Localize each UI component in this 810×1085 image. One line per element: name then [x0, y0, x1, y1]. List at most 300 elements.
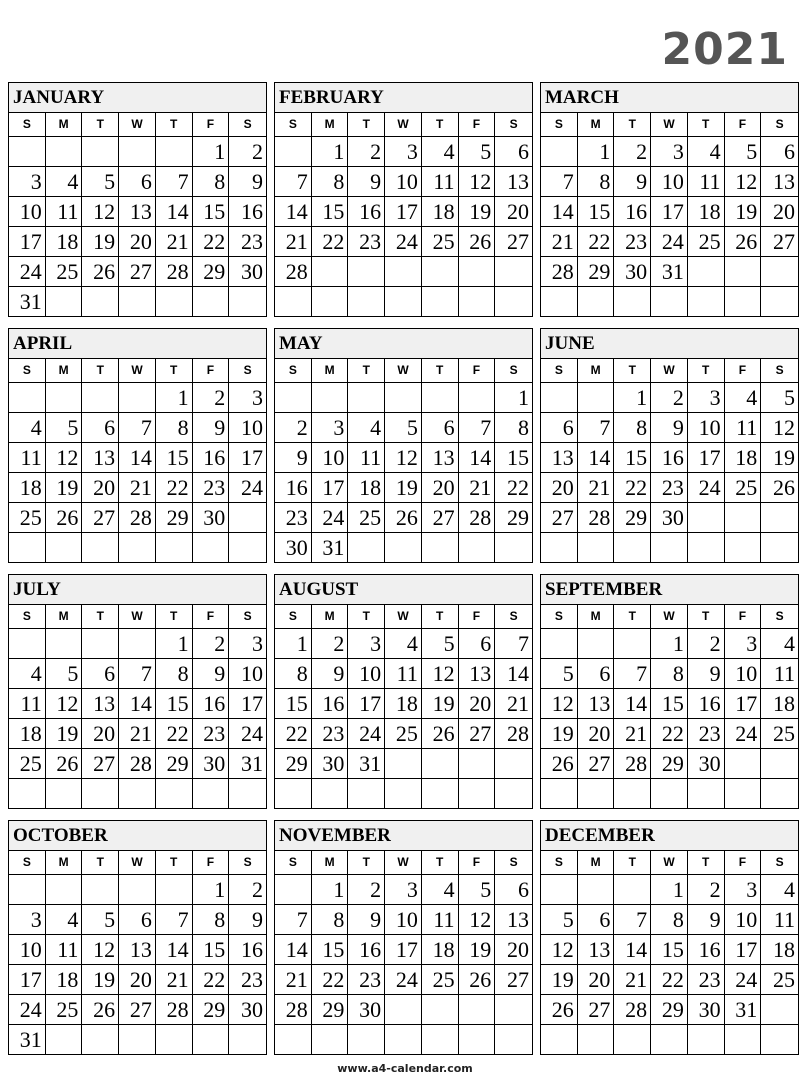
month-name: FEBRUARY	[275, 83, 532, 113]
day-cell: 21	[119, 719, 156, 749]
day-cell: 19	[541, 719, 578, 749]
day-cell: 6	[422, 413, 459, 443]
empty-cell	[761, 287, 798, 317]
day-cell: 31	[312, 533, 349, 563]
day-cell: 13	[82, 443, 119, 473]
day-cell: 14	[614, 935, 651, 965]
day-cell: 12	[761, 413, 798, 443]
empty-cell	[46, 779, 83, 809]
day-cell: 9	[312, 659, 349, 689]
empty-cell	[312, 779, 349, 809]
day-cell: 18	[385, 689, 422, 719]
empty-cell	[229, 1025, 266, 1055]
weekday-label: T	[422, 113, 459, 136]
day-cell: 1	[614, 383, 651, 413]
empty-cell	[156, 533, 193, 563]
empty-cell	[614, 1025, 651, 1055]
month-october	[8, 820, 267, 1055]
weekday-label: F	[193, 113, 230, 136]
empty-cell	[541, 779, 578, 809]
day-cell: 23	[614, 227, 651, 257]
day-cell: 19	[46, 719, 83, 749]
day-cell: 27	[119, 995, 156, 1025]
day-cell: 16	[275, 473, 312, 503]
weekday-label: W	[651, 113, 688, 136]
day-cell: 7	[495, 629, 532, 659]
empty-cell	[578, 875, 615, 905]
empty-cell	[725, 533, 762, 563]
day-cell: 27	[82, 749, 119, 779]
day-cell: 9	[688, 905, 725, 935]
day-cell: 23	[229, 227, 266, 257]
day-cell: 19	[82, 965, 119, 995]
empty-cell	[495, 749, 532, 779]
day-cell: 22	[275, 719, 312, 749]
month-name: JANUARY	[9, 83, 266, 113]
weekday-label: T	[82, 359, 119, 382]
day-cell: 22	[156, 719, 193, 749]
empty-cell	[275, 287, 312, 317]
day-cell: 13	[578, 935, 615, 965]
day-cell: 7	[156, 167, 193, 197]
day-cell: 7	[119, 413, 156, 443]
empty-cell	[761, 1025, 798, 1055]
day-cell: 12	[541, 689, 578, 719]
weekday-label: S	[9, 605, 46, 628]
day-cell: 23	[193, 719, 230, 749]
day-cell: 20	[82, 473, 119, 503]
empty-cell	[459, 1025, 496, 1055]
day-cell: 17	[348, 689, 385, 719]
day-cell: 11	[422, 167, 459, 197]
day-cell: 16	[614, 197, 651, 227]
day-cell: 17	[725, 689, 762, 719]
month-april	[8, 328, 267, 563]
day-cell: 10	[651, 167, 688, 197]
day-cell: 15	[578, 197, 615, 227]
day-cell: 27	[578, 995, 615, 1025]
empty-cell	[348, 287, 385, 317]
empty-cell	[459, 533, 496, 563]
empty-cell	[725, 1025, 762, 1055]
weekday-label: T	[614, 605, 651, 628]
empty-cell	[119, 779, 156, 809]
day-cell: 26	[82, 257, 119, 287]
day-cell: 30	[275, 533, 312, 563]
weekday-label: M	[578, 851, 615, 874]
empty-cell	[688, 1025, 725, 1055]
empty-cell	[82, 137, 119, 167]
day-cell: 24	[229, 719, 266, 749]
day-cell: 6	[761, 137, 798, 167]
day-cell: 30	[688, 995, 725, 1025]
weekday-label: F	[459, 359, 496, 382]
empty-cell	[348, 383, 385, 413]
day-cell: 11	[9, 689, 46, 719]
day-cell: 31	[9, 287, 46, 317]
day-cell: 16	[312, 689, 349, 719]
day-cell: 27	[82, 503, 119, 533]
empty-cell	[119, 533, 156, 563]
day-cell: 23	[229, 965, 266, 995]
weekday-label: T	[422, 851, 459, 874]
empty-cell	[495, 287, 532, 317]
weekday-label: T	[422, 359, 459, 382]
weekday-label: S	[243, 363, 252, 377]
weekday-label: F	[193, 359, 230, 382]
day-cell: 5	[82, 167, 119, 197]
day-cell: 20	[422, 473, 459, 503]
day-cell: 2	[229, 137, 266, 167]
month-june	[540, 328, 799, 563]
day-cell: 2	[614, 137, 651, 167]
empty-cell	[761, 257, 798, 287]
empty-cell	[495, 779, 532, 809]
day-cell: 12	[385, 443, 422, 473]
day-cell: 29	[156, 503, 193, 533]
day-cell: 19	[459, 197, 496, 227]
day-cell: 13	[119, 935, 156, 965]
day-cell: 14	[541, 197, 578, 227]
day-cell: 12	[46, 443, 83, 473]
day-cell: 15	[312, 935, 349, 965]
empty-cell	[275, 875, 312, 905]
empty-cell	[348, 533, 385, 563]
empty-cell	[385, 257, 422, 287]
weekday-label: M	[312, 605, 349, 628]
empty-cell	[312, 257, 349, 287]
day-cell: 14	[614, 689, 651, 719]
day-cell: 21	[459, 473, 496, 503]
day-cell: 14	[119, 689, 156, 719]
weekday-label: M	[46, 605, 83, 628]
empty-cell	[725, 749, 762, 779]
weekday-label: S	[275, 605, 312, 628]
day-cell: 24	[348, 719, 385, 749]
day-cell: 23	[348, 227, 385, 257]
empty-cell	[229, 533, 266, 563]
weekday-label: S	[775, 363, 784, 377]
month-name: MARCH	[541, 83, 798, 113]
day-cell: 26	[725, 227, 762, 257]
weekday-label: M	[312, 359, 349, 382]
day-cell: 9	[614, 167, 651, 197]
empty-cell	[275, 383, 312, 413]
empty-cell	[275, 779, 312, 809]
day-cell: 15	[614, 443, 651, 473]
day-cell: 4	[688, 137, 725, 167]
empty-cell	[119, 875, 156, 905]
day-cell: 23	[312, 719, 349, 749]
day-cell: 7	[156, 905, 193, 935]
empty-cell	[348, 779, 385, 809]
day-grid	[9, 383, 266, 563]
day-cell: 4	[422, 137, 459, 167]
weekday-label: S	[275, 851, 312, 874]
day-cell: 21	[541, 227, 578, 257]
day-cell: 14	[156, 197, 193, 227]
day-cell: 30	[348, 995, 385, 1025]
empty-cell	[82, 779, 119, 809]
weekday-label: S	[275, 113, 312, 136]
day-cell: 2	[275, 413, 312, 443]
empty-cell	[578, 629, 615, 659]
day-cell: 20	[459, 689, 496, 719]
day-cell: 27	[495, 965, 532, 995]
weekday-label: W	[385, 851, 422, 874]
day-cell: 28	[495, 719, 532, 749]
day-cell: 14	[275, 197, 312, 227]
weekday-label: F	[725, 359, 762, 382]
day-cell: 17	[229, 443, 266, 473]
day-cell: 17	[9, 227, 46, 257]
weekday-label: F	[193, 851, 230, 874]
day-cell: 17	[688, 443, 725, 473]
day-cell: 27	[578, 749, 615, 779]
day-cell: 3	[312, 413, 349, 443]
weekday-label: M	[578, 359, 615, 382]
month-name: JUNE	[541, 329, 798, 359]
day-cell: 3	[725, 875, 762, 905]
day-cell: 16	[688, 935, 725, 965]
day-cell: 16	[651, 443, 688, 473]
day-cell: 22	[614, 473, 651, 503]
empty-cell	[9, 383, 46, 413]
day-grid	[275, 875, 532, 1055]
empty-cell	[156, 875, 193, 905]
month-august	[274, 574, 533, 809]
empty-cell	[82, 287, 119, 317]
day-cell: 12	[459, 905, 496, 935]
weekday-label: M	[46, 113, 83, 136]
empty-cell	[193, 287, 230, 317]
month-november	[274, 820, 533, 1055]
weekday-label: S	[541, 851, 578, 874]
day-cell: 14	[156, 935, 193, 965]
day-grid	[275, 137, 532, 317]
weekday-header	[541, 359, 798, 383]
day-cell: 15	[651, 935, 688, 965]
empty-cell	[229, 287, 266, 317]
day-cell: 9	[229, 905, 266, 935]
empty-cell	[651, 779, 688, 809]
empty-cell	[385, 749, 422, 779]
day-cell: 21	[275, 227, 312, 257]
day-cell: 22	[495, 473, 532, 503]
day-cell: 5	[46, 659, 83, 689]
day-cell: 13	[495, 905, 532, 935]
day-cell: 1	[578, 137, 615, 167]
day-cell: 12	[541, 935, 578, 965]
day-cell: 1	[651, 629, 688, 659]
day-cell: 13	[495, 167, 532, 197]
empty-cell	[725, 257, 762, 287]
day-cell: 28	[275, 257, 312, 287]
day-cell: 13	[578, 689, 615, 719]
day-cell: 7	[275, 905, 312, 935]
weekday-header	[541, 605, 798, 629]
empty-cell	[688, 257, 725, 287]
day-cell: 20	[761, 197, 798, 227]
day-cell: 29	[651, 749, 688, 779]
day-cell: 1	[275, 629, 312, 659]
day-cell: 13	[422, 443, 459, 473]
day-cell: 4	[9, 413, 46, 443]
weekday-label: S	[541, 359, 578, 382]
empty-cell	[82, 1025, 119, 1055]
weekday-label: S	[243, 117, 252, 131]
day-cell: 10	[229, 413, 266, 443]
day-cell: 20	[541, 473, 578, 503]
empty-cell	[761, 749, 798, 779]
day-cell: 12	[422, 659, 459, 689]
day-cell: 8	[156, 413, 193, 443]
day-cell: 24	[725, 719, 762, 749]
day-cell: 22	[651, 965, 688, 995]
day-cell: 3	[9, 167, 46, 197]
empty-cell	[348, 257, 385, 287]
day-cell: 13	[761, 167, 798, 197]
empty-cell	[82, 383, 119, 413]
day-cell: 22	[312, 965, 349, 995]
month-december	[540, 820, 799, 1055]
day-cell: 9	[193, 413, 230, 443]
empty-cell	[46, 137, 83, 167]
day-cell: 6	[578, 659, 615, 689]
day-cell: 11	[761, 659, 798, 689]
day-cell: 17	[229, 689, 266, 719]
day-cell: 18	[761, 935, 798, 965]
day-cell: 28	[275, 995, 312, 1025]
day-cell: 8	[193, 905, 230, 935]
day-cell: 22	[193, 965, 230, 995]
month-name: APRIL	[9, 329, 266, 359]
weekday-label: W	[385, 605, 422, 628]
empty-cell	[46, 383, 83, 413]
day-grid	[541, 383, 798, 563]
day-cell: 21	[119, 473, 156, 503]
day-cell: 15	[651, 689, 688, 719]
day-cell: 6	[459, 629, 496, 659]
empty-cell	[459, 749, 496, 779]
weekday-header	[9, 359, 266, 383]
day-cell: 17	[9, 965, 46, 995]
day-grid	[541, 629, 798, 809]
day-cell: 26	[541, 995, 578, 1025]
empty-cell	[541, 1025, 578, 1055]
empty-cell	[193, 779, 230, 809]
day-cell: 30	[312, 749, 349, 779]
empty-cell	[156, 287, 193, 317]
day-cell: 6	[119, 167, 156, 197]
month-september	[540, 574, 799, 809]
day-cell: 25	[348, 503, 385, 533]
day-cell: 25	[385, 719, 422, 749]
empty-cell	[9, 875, 46, 905]
empty-cell	[761, 533, 798, 563]
weekday-label: W	[119, 113, 156, 136]
day-cell: 17	[385, 935, 422, 965]
day-cell: 16	[229, 935, 266, 965]
empty-cell	[156, 1025, 193, 1055]
day-cell: 31	[229, 749, 266, 779]
day-cell: 15	[312, 197, 349, 227]
empty-cell	[578, 779, 615, 809]
day-cell: 10	[348, 659, 385, 689]
day-cell: 23	[688, 965, 725, 995]
day-cell: 24	[385, 965, 422, 995]
empty-cell	[385, 995, 422, 1025]
weekday-label: M	[578, 605, 615, 628]
day-cell: 15	[156, 443, 193, 473]
day-cell: 23	[193, 473, 230, 503]
day-cell: 5	[422, 629, 459, 659]
day-cell: 5	[82, 905, 119, 935]
day-cell: 10	[688, 413, 725, 443]
empty-cell	[156, 137, 193, 167]
day-cell: 2	[193, 629, 230, 659]
month-name: SEPTEMBER	[541, 575, 798, 605]
day-cell: 11	[422, 905, 459, 935]
day-cell: 28	[156, 257, 193, 287]
day-cell: 26	[541, 749, 578, 779]
empty-cell	[82, 875, 119, 905]
day-cell: 9	[688, 659, 725, 689]
day-cell: 3	[229, 629, 266, 659]
empty-cell	[119, 137, 156, 167]
day-cell: 8	[578, 167, 615, 197]
weekday-label: S	[775, 855, 784, 869]
day-cell: 8	[495, 413, 532, 443]
day-cell: 29	[312, 995, 349, 1025]
empty-cell	[193, 533, 230, 563]
day-cell: 1	[495, 383, 532, 413]
day-cell: 22	[578, 227, 615, 257]
day-cell: 16	[193, 443, 230, 473]
day-grid	[9, 629, 266, 809]
day-cell: 26	[761, 473, 798, 503]
day-cell: 25	[9, 503, 46, 533]
day-cell: 27	[119, 257, 156, 287]
day-cell: 15	[193, 935, 230, 965]
day-cell: 21	[614, 965, 651, 995]
empty-cell	[688, 503, 725, 533]
empty-cell	[725, 779, 762, 809]
empty-cell	[46, 287, 83, 317]
day-cell: 20	[578, 965, 615, 995]
day-cell: 1	[193, 875, 230, 905]
empty-cell	[578, 1025, 615, 1055]
month-march	[540, 82, 799, 317]
empty-cell	[459, 995, 496, 1025]
empty-cell	[541, 383, 578, 413]
day-cell: 31	[651, 257, 688, 287]
weekday-label: F	[459, 113, 496, 136]
empty-cell	[614, 533, 651, 563]
day-cell: 7	[614, 659, 651, 689]
day-grid	[9, 137, 266, 317]
day-cell: 4	[422, 875, 459, 905]
weekday-label: T	[82, 851, 119, 874]
day-cell: 2	[229, 875, 266, 905]
day-cell: 5	[725, 137, 762, 167]
day-cell: 4	[46, 167, 83, 197]
day-cell: 18	[46, 227, 83, 257]
day-cell: 4	[46, 905, 83, 935]
empty-cell	[46, 1025, 83, 1055]
empty-cell	[614, 779, 651, 809]
day-cell: 22	[312, 227, 349, 257]
